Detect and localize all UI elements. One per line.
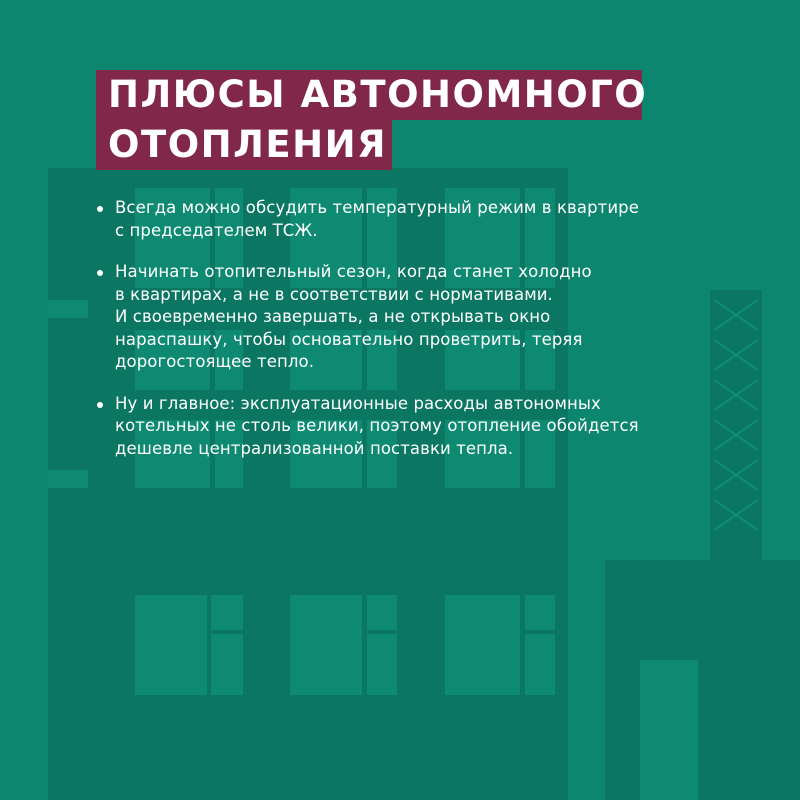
bullet-dot-icon (97, 206, 103, 212)
list-item (95, 197, 735, 242)
list-item-text: Всегда можно обсудить температурный режим в квартире с председателем ТСЖ. (115, 198, 640, 240)
list-item-text: Ну и главное: эксплуатационные расходы автономных котельных не столь велики, поэтому отопление обойдется дешевле централизованной поставки тепла. (115, 393, 639, 458)
list-item (95, 393, 735, 461)
bullet-list (95, 197, 735, 479)
bullet-dot-icon (97, 402, 103, 408)
list-item (95, 261, 735, 374)
title-line-1: ПЛЮСЫ АВТОНОМНОГО (96, 70, 642, 120)
bullet-dot-icon (97, 270, 103, 276)
list-item-text: Начинать отопительный сезон, когда станет холодно в квартирах, а не в соответствии с нормативами. И своевременно завершать, а не открывать окно нараспашку, чтобы основательно проветрить, теряя дорогостоящее тепло. (115, 262, 592, 371)
title-line-2: ОТОПЛЕНИЯ (96, 120, 392, 170)
